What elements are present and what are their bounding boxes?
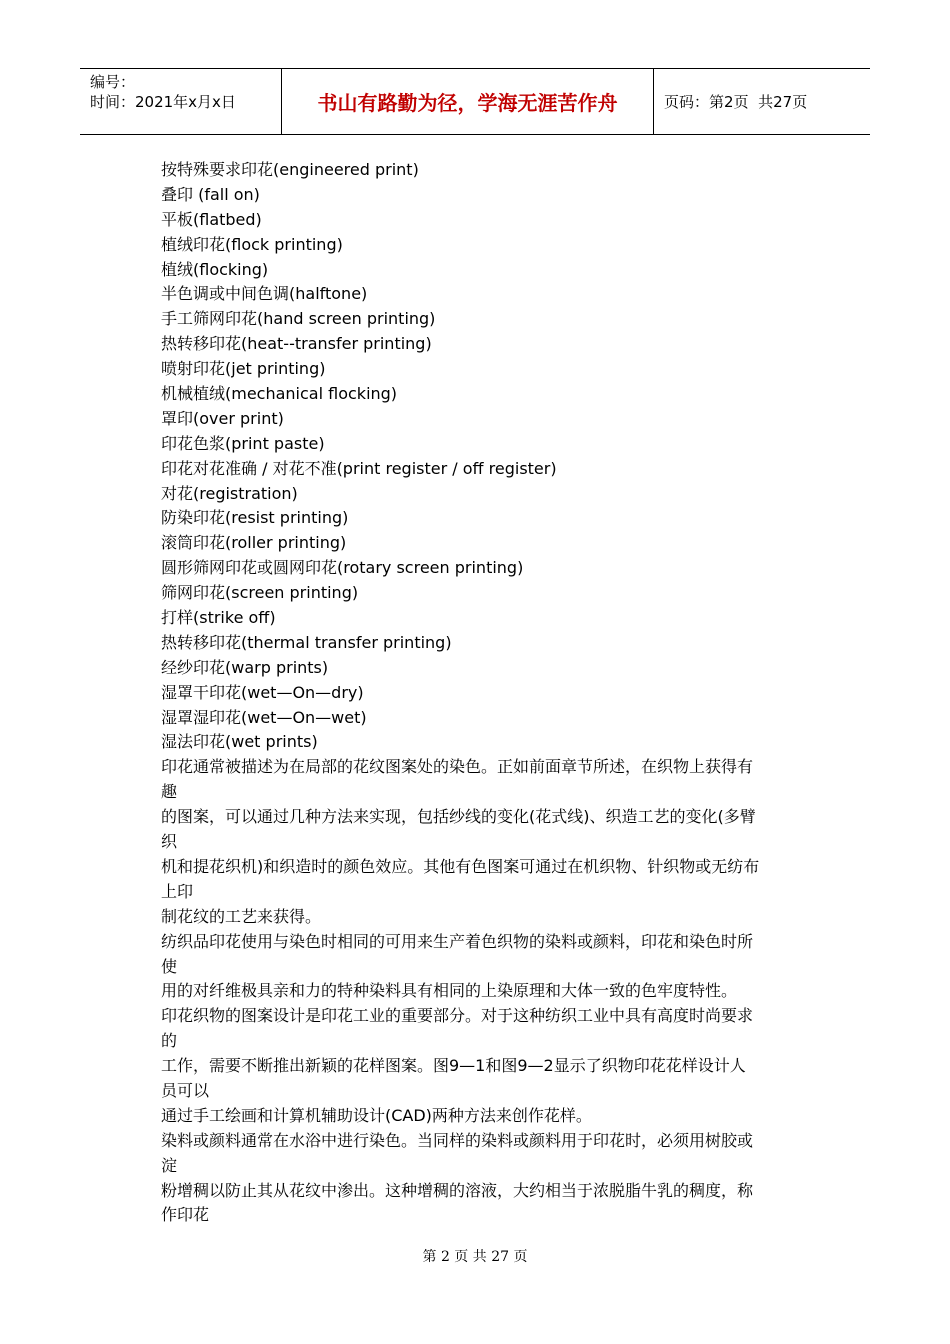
text-line: 机械植绒(mechanical flocking) [161,384,398,404]
text-line: 工作，需要不断推出新颖的花样图案。图9—1和图9—2显示了织物印花花样设计人 [161,1056,746,1076]
footer-total-pages: 27 [491,1249,510,1265]
text-line: 湿罩湿印花(wet—On—wet) [161,707,367,727]
page-end-label: 页 [792,93,808,111]
text-line: 罩印(over print) [161,408,284,428]
page-mid-label: 页 共 [733,93,774,111]
document-time-label: 时间：2021年x月x日 [90,93,236,111]
text-line: 平板(flatbed) [161,209,262,229]
page-footer [0,1246,950,1266]
text-line: 的 [161,1031,178,1051]
header-motto: 书山有路勤为径，学海无涯苦作舟 [282,69,654,134]
text-line: 湿法印花(wet prints) [161,732,318,752]
footer-prefix: 第 [422,1249,441,1265]
text-line: 印花通常被描述为在局部的花纹图案处的染色。正如前面章节所述，在织物上获得有 [161,757,754,777]
text-line: 半色调或中间色调(halftone) [161,284,368,304]
text-line: 使 [161,956,178,976]
text-line: 滚筒印花(roller printing) [161,533,347,553]
text-line: 趣 [161,782,178,802]
text-line: 纺织品印花使用与染色时相同的可用来生产着色织物的染料或颜料，印花和染色时所 [161,931,754,951]
page-current-number: 2 [724,92,734,111]
text-line: 植绒(flocking) [161,259,269,279]
text-line: 通过手工绘画和计算机辅助设计(CAD)两种方法来创作花样。 [161,1105,592,1125]
text-line: 湿罩干印花(wet—On—dry) [161,682,364,702]
text-line: 筛网印花(screen printing) [161,583,359,603]
page-label: 页码：第 [664,93,725,111]
text-line: 植绒印花(flock printing) [161,234,343,254]
page-total-number: 27 [773,92,793,111]
text-line: 圆形筛网印花或圆网印花(rotary screen printing) [161,558,524,578]
text-line: 制花纹的工艺来获得。 [161,906,322,926]
text-line: 防染印花(resist printing) [161,508,349,528]
header-info-cell [80,69,282,134]
text-line: 印花色浆(print paste) [161,433,325,453]
text-line: 员可以 [161,1080,210,1100]
text-line: 织 [161,832,178,852]
footer-current-page: 2 [440,1249,450,1265]
text-line: 热转移印花(heat--transfer printing) [161,334,432,354]
header-page-indicator [654,69,870,134]
text-line: 粉增稠以防止其从花纹中渗出。这种增稠的溶液，大约相当于浓脱脂牛乳的稠度，称 [161,1180,754,1200]
text-line: 的图案，可以通过几种方法来实现，包括纱线的变化(花式线)、织造工艺的变化(多臂 [161,807,756,827]
text-line: 按特殊要求印花(engineered print) [161,160,419,179]
text-line: 上印 [161,881,194,901]
document-code-label: 编号： [90,73,136,91]
text-line: 热转移印花(thermal transfer printing) [161,632,452,652]
footer-suffix: 页 [509,1249,528,1265]
text-line: 用的对纤维极具亲和力的特种染料具有相同的上染原理和大体一致的色牢度特性。 [161,981,738,1001]
text-line: 手工筛网印花(hand screen printing) [161,309,436,329]
text-line: 对花(registration) [161,483,298,503]
text-line: 喷射印花(jet printing) [161,359,326,379]
footer-mid: 页 共 [449,1249,492,1265]
document-body [161,158,791,1228]
page-header [80,68,870,135]
text-line: 叠印 (fall on) [161,184,260,204]
text-line: 打样(strike off) [161,608,276,628]
text-line: 印花对花准确 / 对花不准(print register / off register) [161,458,557,478]
text-line: 作印花 [161,1205,210,1225]
text-line: 淀 [161,1155,178,1175]
text-line: 经纱印花(warp prints) [161,657,329,677]
text-line: 染料或颜料通常在水浴中进行染色。当同样的染料或颜料用于印花时，必须用树胶或 [161,1130,754,1150]
text-line: 印花织物的图案设计是印花工业的重要部分。对于这种纺织工业中具有高度时尚要求 [161,1006,754,1026]
text-line: 机和提花织机)和织造时的颜色效应。其他有色图案可通过在机织物、针织物或无纺布 [161,856,760,876]
